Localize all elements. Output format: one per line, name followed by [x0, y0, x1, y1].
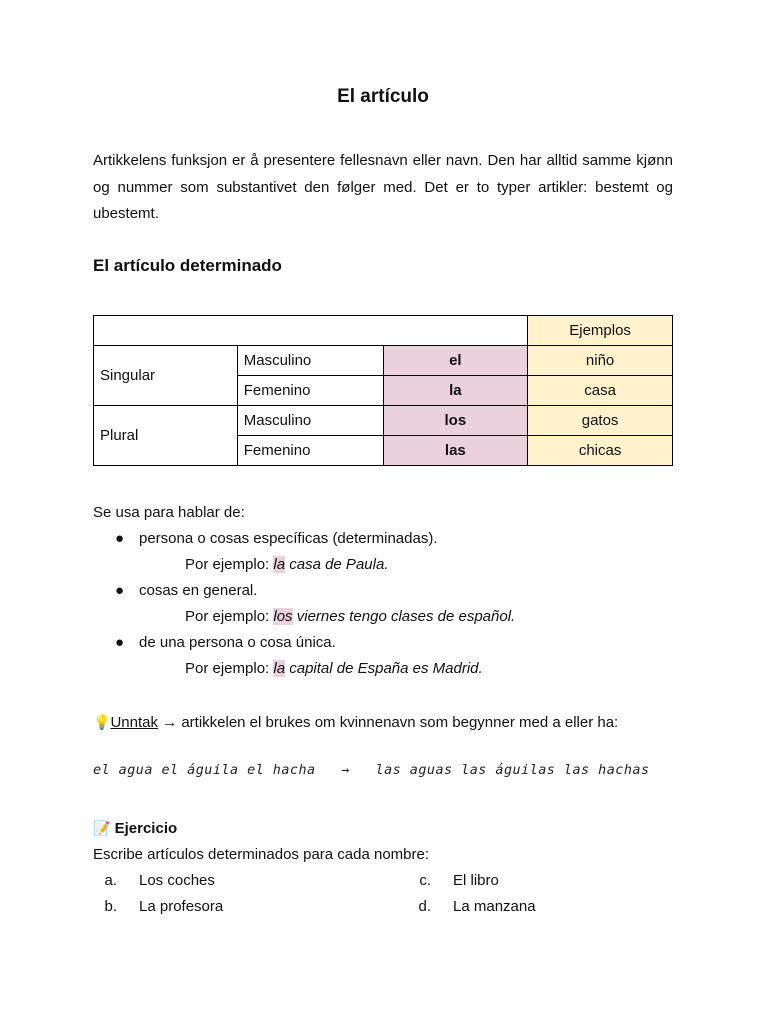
example-line: [93, 656, 673, 682]
exercise-instruction: Escribe artículos determinados para cada nombre:: [93, 846, 430, 863]
table-header-row: [94, 316, 673, 346]
list-item-text: de una persona o cosa única.: [139, 634, 336, 651]
plural-examples: las aguas las águilas las hachas: [375, 763, 650, 778]
bullet-icon: ●: [115, 634, 125, 651]
highlighted-article: los: [273, 608, 293, 625]
section-heading: El artículo determinado: [93, 256, 282, 275]
exercise-section: [93, 815, 673, 920]
list-item: [93, 578, 673, 604]
number-cell-plural: Plural: [94, 406, 238, 466]
table-header-empty-cell: [94, 316, 528, 346]
example-prefix: Por ejemplo:: [185, 556, 274, 573]
table-row: [94, 346, 673, 376]
item-letter: c.: [419, 872, 431, 889]
page-title: El artículo: [337, 86, 429, 107]
lightbulb-icon: 💡: [93, 714, 111, 730]
example-cell: chicas: [528, 436, 673, 466]
gender-cell: Femenino: [237, 376, 383, 406]
arrow-icon: →: [157, 714, 182, 731]
table-row: [94, 406, 673, 436]
gender-cell: Femenino: [237, 436, 383, 466]
item-text: Los coches: [139, 872, 215, 889]
list-item: [93, 868, 215, 894]
item-text: El libro: [453, 872, 499, 889]
gender-cell: Masculino: [237, 346, 383, 376]
uses-intro: Se usa para hablar de:: [93, 504, 245, 521]
article-cell: los: [383, 406, 528, 436]
number-cell-singular: Singular: [94, 346, 238, 406]
intro-paragraph: Artikkelens funksjon er å presentere fellesnavn eller navn. Den har alltid samme kjønn og nummer som substantivet den følger med. Det er to typer artikler: bestemt og ubestemt.: [93, 152, 673, 222]
highlighted-article: la: [273, 660, 286, 677]
example-cell: casa: [528, 376, 673, 406]
example-rest: viernes tengo clases de español.: [292, 608, 516, 625]
example-line: [93, 552, 673, 578]
example-rest: capital de España es Madrid.: [285, 660, 483, 677]
example-code-line: [93, 763, 683, 778]
list-item: [407, 894, 536, 920]
article-cell: las: [383, 436, 528, 466]
exception-text: artikkelen el brukes om kvinnenavn som begynner med a eller ha:: [181, 714, 619, 731]
list-item-text: persona o cosas específicas (determinadas).: [139, 530, 438, 547]
list-item: [93, 630, 673, 656]
article-cell: el: [383, 346, 528, 376]
example-prefix: Por ejemplo:: [185, 608, 274, 625]
bullet-icon: ●: [115, 582, 125, 599]
list-item: [93, 894, 223, 920]
item-letter: d.: [418, 898, 431, 915]
example-line: [93, 604, 673, 630]
memo-icon: 📝: [93, 820, 111, 836]
list-item: [93, 526, 673, 552]
exercise-title: Ejercicio: [114, 820, 178, 837]
singular-examples: el agua el águila el hacha: [93, 763, 316, 778]
exercise-list: [93, 868, 673, 920]
item-letter: b.: [104, 898, 117, 915]
item-letter: a.: [104, 872, 117, 889]
example-prefix: Por ejemplo:: [185, 660, 274, 677]
exception-label: Unntak: [110, 714, 158, 731]
list-item: [407, 868, 499, 894]
exception-note: [93, 709, 673, 736]
article-table: [93, 315, 673, 466]
highlighted-article: la: [273, 556, 286, 573]
arrow-icon: →: [341, 763, 350, 778]
example-cell: niño: [528, 346, 673, 376]
gender-cell: Masculino: [237, 406, 383, 436]
item-text: La profesora: [139, 898, 224, 915]
example-cell: gatos: [528, 406, 673, 436]
uses-section: [93, 500, 673, 682]
bullet-icon: ●: [115, 530, 125, 547]
example-rest: casa de Paula.: [285, 556, 389, 573]
article-cell: la: [383, 376, 528, 406]
table-header-examples: Ejemplos: [528, 316, 673, 346]
item-text: La manzana: [453, 898, 536, 915]
list-item-text: cosas en general.: [139, 582, 258, 599]
